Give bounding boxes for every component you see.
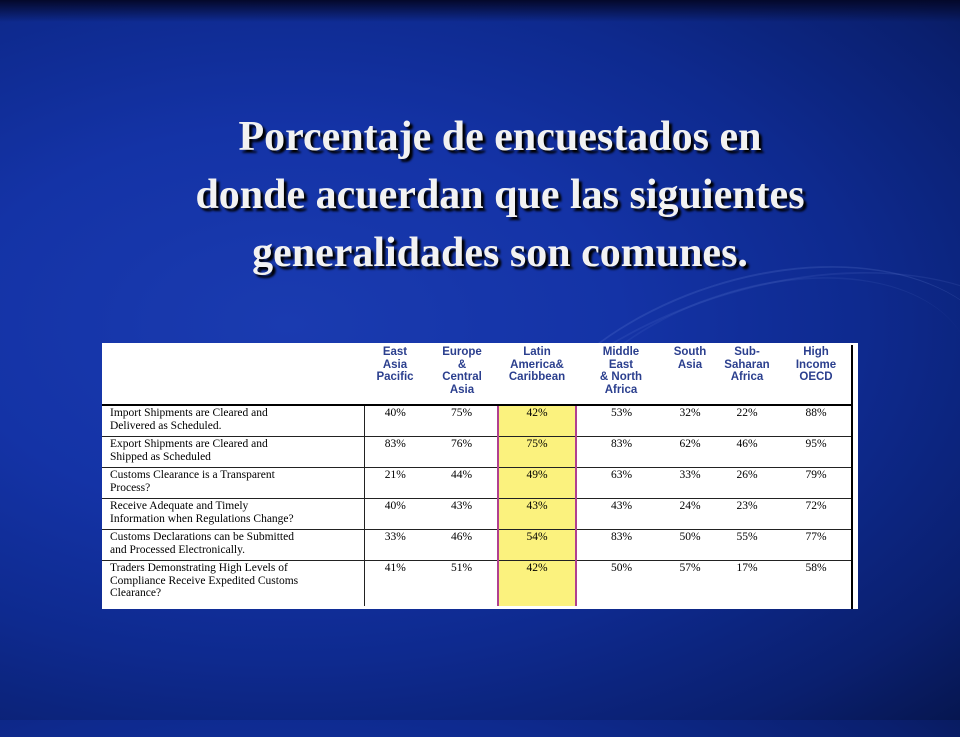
table-cell: 50% bbox=[610, 562, 633, 574]
column-header-line: & North bbox=[599, 371, 643, 383]
highlighted-cell: 42% bbox=[498, 561, 576, 607]
row-label-line: Import Shipments are Cleared and bbox=[110, 407, 268, 419]
row-label bbox=[102, 499, 364, 530]
table-cell: 58% bbox=[805, 562, 827, 574]
table-cell: 44% bbox=[426, 468, 498, 499]
table-cell: 17% bbox=[736, 562, 758, 574]
column-header-line: Sub- bbox=[734, 346, 760, 358]
column-header-line: Africa bbox=[604, 383, 638, 396]
row-label-line: Delivered as Scheduled. bbox=[110, 419, 222, 432]
table-row bbox=[102, 561, 852, 607]
highlighted-cell: 49% bbox=[498, 468, 576, 499]
column-header bbox=[780, 343, 852, 405]
table-cell: 40% bbox=[364, 405, 426, 437]
row-label-line: and Processed Electronically. bbox=[110, 543, 245, 556]
table-row bbox=[102, 437, 852, 468]
column-header-line: Middle bbox=[602, 346, 640, 358]
header-row bbox=[102, 343, 852, 405]
row-label-line: Export Shipments are Cleared and bbox=[110, 438, 268, 450]
column-header-line: Saharan bbox=[724, 358, 770, 371]
table-cell: 53% bbox=[576, 405, 666, 437]
table-cell: 46% bbox=[426, 530, 498, 561]
table-cell: 83% bbox=[364, 437, 426, 468]
column-header-line: America& bbox=[510, 358, 564, 371]
table-cell: 23% bbox=[714, 499, 780, 530]
highlighted-cell: 75% bbox=[498, 437, 576, 468]
row-label-header bbox=[102, 343, 364, 405]
row-label bbox=[102, 405, 364, 437]
column-header-line: Central bbox=[442, 371, 482, 383]
column-header-line: Asia bbox=[449, 383, 475, 396]
table-cell: 51% bbox=[450, 562, 473, 574]
column-header-line: OECD bbox=[799, 371, 833, 383]
table-row bbox=[102, 405, 852, 437]
table-cell: 75% bbox=[426, 405, 498, 437]
table-cell: 32% bbox=[666, 405, 714, 437]
column-header bbox=[426, 343, 498, 405]
highlighted-cell: 42% bbox=[498, 405, 576, 437]
table-cell: 21% bbox=[364, 468, 426, 499]
column-header-line: High bbox=[803, 346, 829, 358]
column-header-line: South bbox=[673, 346, 707, 358]
table-cell: 83% bbox=[576, 530, 666, 561]
row-label-line: Customs Declarations can be Submitted bbox=[110, 531, 294, 543]
row-label-line: Traders Demonstrating High Levels of bbox=[110, 562, 288, 574]
table-cell: 79% bbox=[780, 468, 852, 499]
table-cell: 72% bbox=[780, 499, 852, 530]
column-header bbox=[714, 343, 780, 405]
table-cell: 57% bbox=[679, 562, 701, 574]
survey-table bbox=[102, 343, 852, 606]
row-label-line: Information when Regulations Change? bbox=[110, 512, 294, 525]
row-label-line: Customs Clearance is a Transparent bbox=[110, 469, 275, 481]
title-line: generalidades son comunes. bbox=[252, 230, 748, 276]
table-cell: 95% bbox=[780, 437, 852, 468]
column-header bbox=[498, 343, 576, 405]
row-label-line: Receive Adequate and Timely bbox=[110, 500, 249, 512]
table-cell: 40% bbox=[364, 499, 426, 530]
highlighted-cell: 43% bbox=[498, 499, 576, 530]
column-header-line: East bbox=[382, 346, 408, 358]
row-label-line: Clearance? bbox=[110, 587, 162, 599]
row-label-line: Shipped as Scheduled bbox=[110, 450, 211, 463]
table-cell: 43% bbox=[576, 499, 666, 530]
column-header bbox=[576, 343, 666, 405]
column-header bbox=[364, 343, 426, 405]
table-cell: 43% bbox=[426, 499, 498, 530]
table-cell: 83% bbox=[576, 437, 666, 468]
top-dark-band bbox=[0, 0, 960, 22]
row-label bbox=[102, 561, 364, 607]
table-cell: 77% bbox=[780, 530, 852, 561]
column-header-line: Latin bbox=[523, 346, 551, 358]
column-header-line: East bbox=[608, 358, 634, 371]
table-cell: 88% bbox=[780, 405, 852, 437]
table-cell: 24% bbox=[666, 499, 714, 530]
table-cell: 55% bbox=[714, 530, 780, 561]
row-label bbox=[102, 437, 364, 468]
title-line: donde acuerdan que las siguientes bbox=[195, 172, 805, 218]
column-header-line: & bbox=[457, 358, 467, 371]
table-cell: 63% bbox=[576, 468, 666, 499]
column-header-line: Caribbean bbox=[508, 371, 566, 383]
slide-title bbox=[80, 108, 920, 282]
table-cell: 33% bbox=[666, 468, 714, 499]
row-label-line: Process? bbox=[110, 481, 151, 494]
table-cell: 50% bbox=[666, 530, 714, 561]
table-row bbox=[102, 499, 852, 530]
row-label bbox=[102, 468, 364, 499]
table-cell: 41% bbox=[384, 562, 406, 574]
column-header-line: Asia bbox=[677, 358, 703, 371]
column-header-line: Europe bbox=[442, 346, 482, 358]
table-cell: 22% bbox=[714, 405, 780, 437]
table-cell: 46% bbox=[714, 437, 780, 468]
survey-table-image bbox=[102, 343, 858, 609]
highlighted-cell: 54% bbox=[498, 530, 576, 561]
table-row bbox=[102, 468, 852, 499]
table-cell: 26% bbox=[714, 468, 780, 499]
row-label bbox=[102, 530, 364, 561]
row-label-line: Compliance Receive Expedited Customs bbox=[110, 574, 299, 587]
column-header-line: Africa bbox=[730, 371, 764, 383]
table-cell: 76% bbox=[426, 437, 498, 468]
column-header-line: Asia bbox=[382, 358, 408, 371]
column-header-line: Pacific bbox=[376, 371, 414, 383]
table-cell: 33% bbox=[364, 530, 426, 561]
title-line: Porcentaje de encuestados en bbox=[238, 114, 762, 160]
table-cell: 62% bbox=[666, 437, 714, 468]
column-header-line: Income bbox=[795, 358, 837, 371]
table-row bbox=[102, 530, 852, 561]
table-right-border bbox=[851, 345, 853, 609]
column-header bbox=[666, 343, 714, 405]
